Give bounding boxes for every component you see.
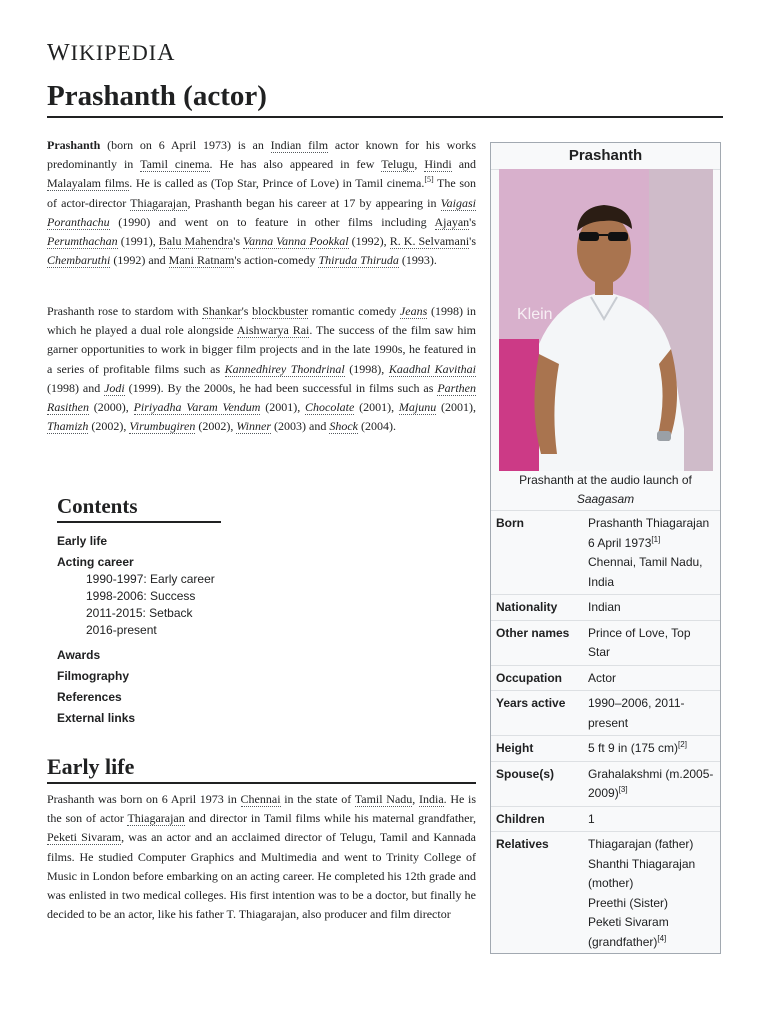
- infobox-title: Prashanth: [491, 143, 720, 170]
- text-run: (2004).: [358, 419, 396, 434]
- infobox-value: [583, 694, 715, 733]
- toc-item-awards[interactable]: Awards: [57, 648, 101, 662]
- text-run: actor known for his works predominantly in: [47, 138, 476, 172]
- infobox-label: Nationality: [496, 600, 558, 614]
- infobox-row-other-names: [491, 620, 720, 665]
- text-run: . He has also appeared in few: [209, 157, 382, 172]
- inline-link[interactable]: Kannedhirey Thondrinal: [224, 361, 345, 376]
- inline-link[interactable]: blockbuster: [252, 304, 309, 318]
- text-run: 's action-comedy: [234, 253, 319, 268]
- inline-link[interactable]: Virumbugiren: [129, 419, 196, 434]
- infobox-value: [583, 810, 715, 830]
- text-run: (2003) and: [271, 419, 330, 434]
- citation-ref[interactable]: [2]: [678, 740, 687, 749]
- inline-link[interactable]: Thiruda Thiruda: [318, 253, 399, 268]
- toc-title: Contents: [57, 494, 221, 523]
- text-run: ,: [412, 792, 419, 806]
- text-run: (2002),: [195, 419, 237, 434]
- text-run: (2001),: [354, 400, 399, 415]
- infobox-value: [583, 765, 715, 804]
- infobox-value: [583, 739, 715, 759]
- text-run: 's: [469, 214, 476, 229]
- text-run: (1992) and: [110, 253, 169, 268]
- text-run: 1: [588, 811, 595, 826]
- text-run: Thiagarajan (father): [588, 837, 694, 851]
- toc-item-external-links[interactable]: External links: [57, 711, 136, 725]
- table-of-contents: [57, 494, 317, 729]
- intro-paragraph-1: [47, 136, 476, 270]
- intro-paragraph-2: [47, 302, 476, 436]
- logo-rest: IKIPEDI: [70, 40, 158, 65]
- text-run: Prashanth rose to stardom with: [47, 304, 203, 318]
- text-run: (2001),: [260, 400, 306, 415]
- inline-link[interactable]: Shankar: [202, 304, 242, 318]
- text-run: (2001),: [436, 400, 477, 415]
- infobox-label: Spouse(s): [496, 766, 555, 781]
- text-run: (1991),: [117, 234, 159, 249]
- text-run: Preethi (Sister): [588, 895, 669, 910]
- toc-sub-setback[interactable]: 2011-2015: Setback: [86, 606, 193, 620]
- text-run: (1998) and: [47, 380, 105, 395]
- infobox-label: Relatives: [496, 837, 549, 851]
- inline-link[interactable]: Piriyadha Varam Vendum: [133, 400, 261, 415]
- inline-link[interactable]: Chennai: [240, 792, 281, 806]
- citation-ref[interactable]: [4]: [657, 933, 667, 943]
- citation-ref[interactable]: [1]: [651, 534, 661, 544]
- inline-link[interactable]: Aishwarya Rai: [236, 323, 310, 338]
- citation-ref[interactable]: [5]: [424, 175, 434, 185]
- backdrop-text: Klein: [517, 306, 553, 323]
- infobox-value: [583, 624, 715, 663]
- infobox-row-occupation: [491, 665, 720, 691]
- infobox-value: [583, 514, 715, 592]
- inline-link[interactable]: Tamil Nadu: [354, 792, 413, 806]
- infobox-rows: [491, 510, 720, 954]
- inline-link[interactable]: Shock: [329, 419, 358, 434]
- text-run: (1998) in which he played a dual role alongside: [47, 304, 477, 338]
- inline-link[interactable]: Malayalam films: [47, 176, 130, 191]
- infobox-value: [583, 835, 715, 952]
- infobox-row-relatives: [491, 831, 720, 954]
- inline-link[interactable]: Thiagarajan: [130, 195, 188, 210]
- infobox-label: Height: [496, 741, 534, 755]
- inline-link[interactable]: Indian film: [270, 138, 329, 152]
- inline-link[interactable]: Ajayan: [434, 214, 470, 229]
- text-run: and: [451, 157, 477, 172]
- early-life-p: [47, 790, 476, 924]
- text-run: (born on 6 April 1973) is an: [100, 138, 271, 152]
- text-run: Peketi Sivaram (grandfather): [588, 915, 669, 949]
- infobox-label: Occupation: [496, 670, 563, 685]
- infobox-row-years-active: [491, 690, 720, 735]
- early-life-paragraph: [47, 790, 476, 924]
- intro-p2: [47, 302, 476, 436]
- inline-link[interactable]: Balu Mahendra: [158, 234, 234, 249]
- inline-link[interactable]: R. K. Selvamani: [389, 234, 470, 249]
- actor-photo[interactable]: [499, 169, 713, 471]
- inline-link[interactable]: Parthen Rasithen: [47, 380, 476, 415]
- toc-sub-present[interactable]: 2016-present: [86, 623, 157, 637]
- inline-link[interactable]: Mani Ratnam: [168, 253, 235, 268]
- inline-link[interactable]: Vanna Vanna Pookkal: [243, 234, 349, 249]
- inline-link[interactable]: Kaadhal Kavithai: [388, 361, 477, 376]
- infobox-row-children: [491, 806, 720, 832]
- citation-ref[interactable]: [3]: [618, 785, 628, 794]
- text-run: ,: [414, 157, 425, 172]
- text-run: . He is called as (Top Star, Prince of Love) in Tamil cinema.: [129, 176, 425, 191]
- section-heading-early-life: Early life: [47, 752, 476, 784]
- toc-item-filmography[interactable]: Filmography: [57, 669, 130, 683]
- toc-item-early-life[interactable]: Early life: [57, 534, 108, 548]
- text-run: . He is the son of actor: [47, 792, 477, 826]
- infobox-label: Other names: [496, 625, 570, 640]
- text-run: Actor: [588, 670, 617, 685]
- logo-first: W: [47, 40, 71, 66]
- text-run: 's: [469, 234, 477, 249]
- text-run: Chennai, Tamil Nadu, India: [588, 555, 703, 589]
- text-run: 5 ft 9 in (175 cm): [588, 741, 679, 755]
- text-run: Prashanth was born on 6 April 1973 in: [47, 792, 241, 806]
- text-run: (1998),: [344, 361, 389, 376]
- photo-caption-text: Prashanth at the audio launch of: [519, 473, 692, 487]
- text-run: Prashanth: [47, 138, 101, 152]
- text-run: , Prashanth began his career at 17 by appearing in: [187, 195, 441, 210]
- photo-caption-film[interactable]: Saagasam: [576, 492, 635, 506]
- text-run: and director in Tamil films while his maternal grandfather,: [184, 811, 476, 826]
- text-run: 6 April 1973: [588, 535, 652, 550]
- inline-link[interactable]: Vaigasi Poranthachu: [47, 195, 476, 229]
- text-run: 1990–2006, 2011-present: [588, 696, 685, 730]
- wikipedia-logo[interactable]: [47, 40, 175, 67]
- text-run: Grahalakshmi (m.2005-2009): [588, 766, 714, 800]
- actor-photo-drawing: [499, 169, 713, 471]
- inline-link[interactable]: Chocolate: [305, 400, 355, 415]
- inline-link[interactable]: Chembaruthi: [47, 253, 111, 268]
- infobox-row-spouse-s: [491, 761, 720, 806]
- inline-link[interactable]: Telugu: [381, 157, 415, 172]
- text-run: The son of actor-director: [47, 176, 476, 210]
- inline-link[interactable]: Peketi Sivaram: [47, 830, 122, 845]
- text-run: (1992),: [348, 234, 390, 249]
- toc-item-acting-career[interactable]: Acting career: [57, 555, 134, 569]
- photo-caption: [491, 471, 720, 509]
- inline-link[interactable]: Tamil cinema: [140, 157, 210, 172]
- toc-sub-success[interactable]: 1998-2006: Success: [86, 589, 196, 603]
- logo-last: A: [157, 40, 176, 66]
- text-run: Indian: [588, 600, 621, 614]
- infobox-row-born: [491, 510, 720, 594]
- inline-link[interactable]: India: [418, 792, 444, 806]
- text-run: (2002),: [88, 419, 130, 434]
- text-run: (2000),: [89, 400, 134, 415]
- infobox-value: [583, 669, 715, 689]
- text-run: Prashanth Thiagarajan: [588, 516, 710, 530]
- text-run: Shanthi Thiagarajan (mother): [588, 856, 696, 890]
- inline-link[interactable]: Winner: [236, 419, 272, 434]
- text-run: (1993).: [398, 253, 437, 268]
- infobox: [490, 142, 721, 954]
- text-run: romantic comedy: [308, 304, 400, 318]
- infobox-row-height: [491, 735, 720, 761]
- text-run: 's: [241, 304, 253, 318]
- text-run: (1990) and went on to feature in other films including: [109, 214, 435, 229]
- text-run: in the state of: [280, 792, 355, 806]
- inline-link[interactable]: Jodi: [104, 380, 125, 395]
- text-run: . The success of the film saw him garner opportunities to work in bigger film projects and in the late 1990s, he featured in a series of profitable films such as: [47, 323, 476, 376]
- infobox-label: Children: [496, 811, 545, 826]
- infobox-row-nationality: [491, 594, 720, 620]
- inline-link[interactable]: Thamizh: [47, 419, 89, 434]
- text-run: 's: [233, 234, 244, 249]
- toc-sub-early-career[interactable]: 1990-1997: Early career: [86, 572, 215, 586]
- intro-p1: [47, 136, 476, 270]
- page-title: Prashanth (actor): [47, 76, 723, 118]
- text-run: , was an actor and an acclaimed director of Telugu, Tamil and Kannada films. He studied Computer Graphics and Multimedia and went to Trinity College of Music in London before embarking on an acting career. He completed his 12th grade and was enlisted in two medical colleges. His first intention was to be a doctor, but finally he decided to be an actor, like his father T. Thiagarajan, also producer and film director: [47, 830, 477, 922]
- inline-link[interactable]: Jeans: [399, 304, 428, 318]
- inline-link[interactable]: Hindi: [424, 157, 452, 172]
- toc-item-references[interactable]: References: [57, 690, 122, 704]
- text-run: (1999). By the 2000s, he had been successful in films such as: [124, 380, 438, 395]
- infobox-label: Born: [496, 516, 524, 530]
- infobox-value: [583, 598, 715, 618]
- text-run: Prince of Love, Top Star: [588, 625, 691, 659]
- inline-link[interactable]: Thiagarajan: [127, 811, 185, 826]
- infobox-label: Years active: [496, 696, 566, 710]
- inline-link[interactable]: Majunu: [398, 400, 437, 415]
- inline-link[interactable]: Perumthachan: [47, 234, 118, 249]
